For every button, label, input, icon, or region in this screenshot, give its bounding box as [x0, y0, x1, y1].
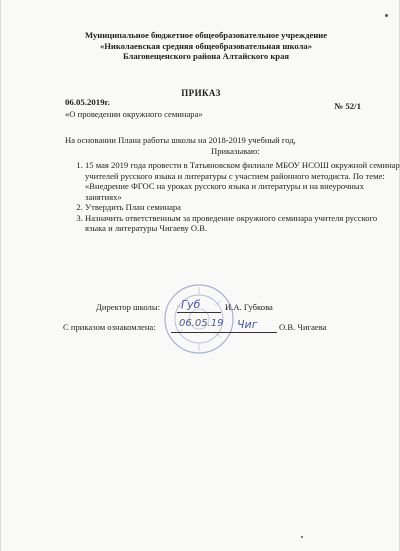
scan-speck [385, 14, 388, 17]
handwritten-date: 06.05.19 [179, 318, 224, 329]
header-line-3: Благовещенского района Алтайского края [122, 51, 290, 61]
acknowledgement-name: О.В. Чигаева [279, 322, 327, 332]
order-items-list [65, 160, 400, 234]
director-label: Директор школы: [96, 302, 161, 312]
acknowledgement-label: С приказом ознакомлена: [63, 322, 156, 332]
director-handwritten-signature: Губ [181, 298, 201, 311]
header-line-1: Муниципальное бюджетное общеобразовательное учреждение [84, 30, 328, 40]
order-subject: «О проведении окружного семинара» [65, 109, 203, 119]
list-item: 3. Назначить ответственным за проведение окружного семинара учителя русского языка и литературы Чигаеву О.В. [85, 213, 400, 234]
acknowledgement-handwritten-signature: Чиг [237, 318, 258, 331]
order-word: Приказываю: [211, 146, 260, 156]
order-number: № 52/1 [334, 101, 361, 111]
director-signature-line [177, 312, 221, 313]
acknowledgement-signature-line [171, 332, 277, 333]
header-line-2: «Николаевская средняя общеобразовательная школа» [99, 40, 313, 51]
scan-speck [301, 536, 303, 538]
order-basis: На основании Плана работы школы на 2018-2019 учебный год, [65, 135, 296, 145]
order-date: 06.05.2019г. [65, 97, 110, 107]
organization-header [41, 30, 371, 62]
document-title: ПРИКАЗ [181, 88, 221, 98]
list-item: 1. 15 мая 2019 года провести в Татьяновском филиале МБОУ НСОШ окружной семинар учителей русского языка и литературы с участием районного методиста. По теме: «Внедрение ФГОС на уроках русского языка и литературы и на внеурочных занятиях» [85, 160, 400, 202]
list-item: 2. Утвердить План семинара [85, 202, 400, 213]
director-name: И.А. Губкова [225, 302, 273, 312]
